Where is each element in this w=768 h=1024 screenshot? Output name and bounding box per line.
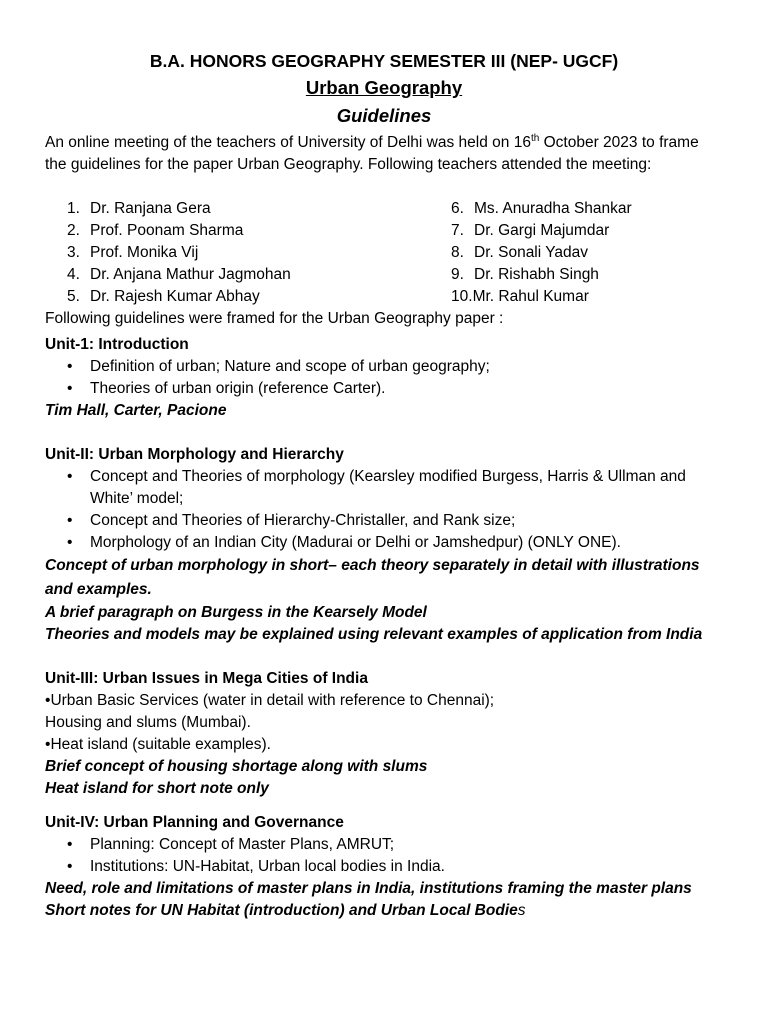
unit-3-line: • Heat island (suitable examples). — [45, 734, 723, 756]
list-item: • Concept and Theories of Hierarchy-Christaller, and Rank size; — [67, 510, 723, 532]
list-item: 5. Dr. Rajesh Kumar Abhay — [67, 288, 260, 305]
page-title: B.A. HONORS GEOGRAPHY SEMESTER III (NEP- UGCF) — [149, 51, 619, 71]
unit-2-note: Concept of urban morphology in short– each theory separately in detail with illustrations and examples. — [45, 557, 700, 598]
list-item: 6. Ms. Anuradha Shankar — [451, 200, 632, 217]
list-item: • Planning: Concept of Master Plans, AMRUT; — [67, 834, 723, 856]
unit-3-heading: Unit-III: Urban Issues in Mega Cities of India — [45, 670, 368, 687]
unit-4-heading: Unit-IV: Urban Planning and Governance — [45, 814, 344, 831]
unit-4-bullets — [45, 834, 723, 878]
list-item: 2. Prof. Poonam Sharma — [67, 222, 244, 239]
framed-guidelines-text: Following guidelines were framed for the Urban Geography paper : — [45, 310, 504, 327]
list-item: • Morphology of an Indian City (Madurai or Delhi or Jamshedpur) (ONLY ONE). — [67, 532, 723, 554]
intro-paragraph: An online meeting of the teachers of University of Delhi was held on 16th October 2023 to frame the guidelines for the paper Urban Geography. Following teachers attended the meeting: — [45, 132, 699, 173]
list-item: 9. Dr. Rishabh Singh — [451, 266, 599, 283]
unit-4-note: Short notes for UN Habitat (introduction) and Urban Local Bodies — [45, 902, 526, 919]
unit-3-line: • Urban Basic Services (water in detail with reference to Chennai); — [45, 690, 723, 712]
unit-1-note: Tim Hall, Carter, Pacione — [45, 402, 227, 419]
unit-2-bullets — [45, 466, 723, 554]
unit-3-line: Housing and slums (Mumbai). — [45, 714, 251, 731]
list-item: 1. Dr. Ranjana Gera — [67, 200, 211, 217]
guidelines-heading: Guidelines — [336, 105, 432, 126]
list-item: 10.Mr. Rahul Kumar — [451, 288, 589, 305]
unit-4-note: Need, role and limitations of master plans in India, institutions framing the master plans — [45, 880, 692, 897]
unit-3-note: Brief concept of housing shortage along with slums — [45, 758, 428, 775]
teacher-list — [45, 198, 723, 308]
unit-2-heading: Unit-II: Urban Morphology and Hierarchy — [45, 446, 344, 463]
list-item: 7. Dr. Gargi Majumdar — [451, 222, 610, 239]
teacher-list-left — [45, 198, 451, 308]
paper-subtitle: Urban Geography — [305, 77, 463, 98]
unit-1-bullets — [45, 356, 723, 400]
unit-1-heading: Unit-1: Introduction — [45, 336, 189, 353]
list-item: • Institutions: UN-Habitat, Urban local bodies in India. — [67, 856, 723, 878]
list-item: • Definition of urban; Nature and scope of urban geography; — [67, 356, 723, 378]
list-item: • Concept and Theories of morphology (Kearsley modified Burgess, Harris & Ullman and White’ model; — [67, 466, 723, 510]
unit-3-note: Heat island for short note only — [45, 780, 269, 797]
teacher-list-right — [451, 198, 632, 308]
list-item: 8. Dr. Sonali Yadav — [451, 244, 589, 261]
list-item: 4. Dr. Anjana Mathur Jagmohan — [67, 266, 291, 283]
list-item: • Theories of urban origin (reference Carter). — [67, 378, 723, 400]
unit-2-note: A brief paragraph on Burgess in the Kearsely Model — [45, 604, 427, 621]
list-item: 3. Prof. Monika Vij — [67, 244, 199, 261]
unit-2-note: Theories and models may be explained using relevant examples of application from India — [45, 626, 703, 643]
